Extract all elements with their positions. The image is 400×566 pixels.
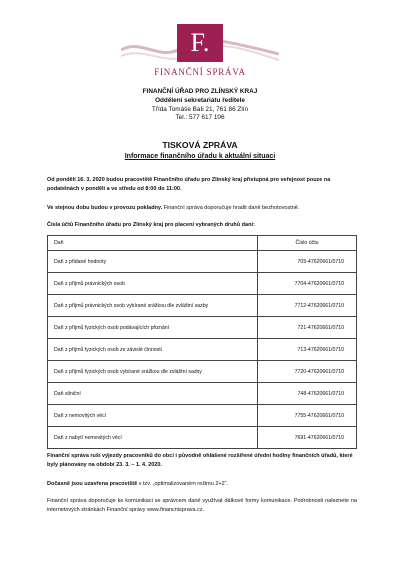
account-number: 7720-47620661/0710: [258, 361, 357, 383]
paragraph-accounts-intro: Čísla účtů Finančního úřadu pro Zlínský kraj pro placení vybraných druhů daní:: [47, 222, 255, 228]
office-address: Třída Tomáše Bati 21, 761 86 Zlín: [151, 105, 249, 113]
office-header: [0, 88, 400, 123]
closed-offices-bold: Dočasně jsou uzavřena pracoviště: [47, 481, 138, 487]
tax-name: Daň z nabytí nemovitých věcí: [48, 427, 258, 449]
account-number: 7755-47620661/0710: [258, 405, 357, 427]
account-number: 7691-47620661/0710: [258, 427, 357, 449]
paragraph-opening-hours: [47, 176, 357, 194]
document-subtitle: Informace finančního úřadu k aktuální situaci: [124, 153, 276, 160]
account-number: 721-47620661/0710: [258, 317, 357, 339]
account-number: 7704-47620661/0710: [258, 273, 357, 295]
tax-name: Daň z nemovitých věcí: [48, 405, 258, 427]
cash-desks-bold: Ve stejnou dobu budou v provozu pokladny.: [47, 205, 163, 211]
document-title: TISKOVÁ ZPRÁVA: [162, 140, 238, 150]
tax-name: Daň silniční: [48, 383, 258, 405]
paragraph-cash-desks: [47, 204, 357, 213]
table-row: [48, 273, 357, 295]
tax-name: Daň z příjmů fyzických osob podávajících přiznání: [48, 317, 258, 339]
closed-offices-rest: v tzv. „optimalizovaném režimu 2+2“.: [137, 481, 229, 487]
office-name: FINANČNÍ ÚŘAD PRO ZLÍNSKÝ KRAJ: [142, 88, 258, 95]
logo-letter: F.: [190, 28, 210, 57]
header-account: Číslo účtu: [258, 236, 357, 251]
tax-name: Daň z příjmů právnických osob: [48, 273, 258, 295]
department-name: Oddělení sekretariátu ředitele: [155, 96, 245, 104]
paragraph-remote-communication: Finanční správa doporučuje ke komunikaci se správcem daně využívat dálkové formy komunikace. Podrobnosti naleznete na internetových stránkách Finanční správy www.financnisprava.cz.: [47, 498, 357, 513]
account-number: 713-47620661/0710: [258, 339, 357, 361]
opening-hours-text: Od pondělí 16. 3. 2020 budou pracoviště Finančního úřadu pro Zlínský kraj přístupná pro veřejnost pouze na podatelnách v pondělí a ve středu od 8:00 do 11:00.: [47, 177, 331, 192]
account-number: 7712-47620661/0710: [258, 295, 357, 317]
table-row: [48, 295, 357, 317]
account-number: 748-47620661/0710: [258, 383, 357, 405]
table-row: [48, 361, 357, 383]
financni-sprava-logo: [177, 24, 223, 62]
table-row: [48, 339, 357, 361]
tax-accounts-table: [47, 235, 357, 449]
table-header-row: [48, 236, 357, 251]
tax-name: Daň z příjmů fyzických osob vybírané srážkou dle zvláštní sazby: [48, 361, 258, 383]
tax-name: Daň z příjmů právnických osob vybírané srážkou dle zvláštní sazby: [48, 295, 258, 317]
table-row: [48, 405, 357, 427]
table-row: [48, 383, 357, 405]
office-phone: Tel.: 577 617 106: [175, 114, 225, 122]
account-number: 705-47620661/0710: [258, 251, 357, 273]
table-row: [48, 427, 357, 449]
paragraph-cancelled-visits: Finanční správa ruší výjezdy pracovníků do obcí i původně ohlášené rozšířené úřední hodiny finančních úřadů, které byly plánovány na období 23. 3. – 1. 4. 2020.: [47, 453, 353, 468]
tax-name: Daň z přidané hodnoty: [48, 251, 258, 273]
paragraph-closed-offices: [47, 480, 357, 489]
table-row: [48, 317, 357, 339]
logo-text: FINANČNÍ SPRÁVA: [154, 67, 246, 77]
header-tax: Daň: [48, 236, 258, 251]
tax-name: Daň z příjmů fyzických osob ze závislé činnosti: [48, 339, 258, 361]
table-row: [48, 251, 357, 273]
cash-desks-rest: Finanční správa doporučuje hradit daně bezhotovostně.: [162, 205, 300, 211]
